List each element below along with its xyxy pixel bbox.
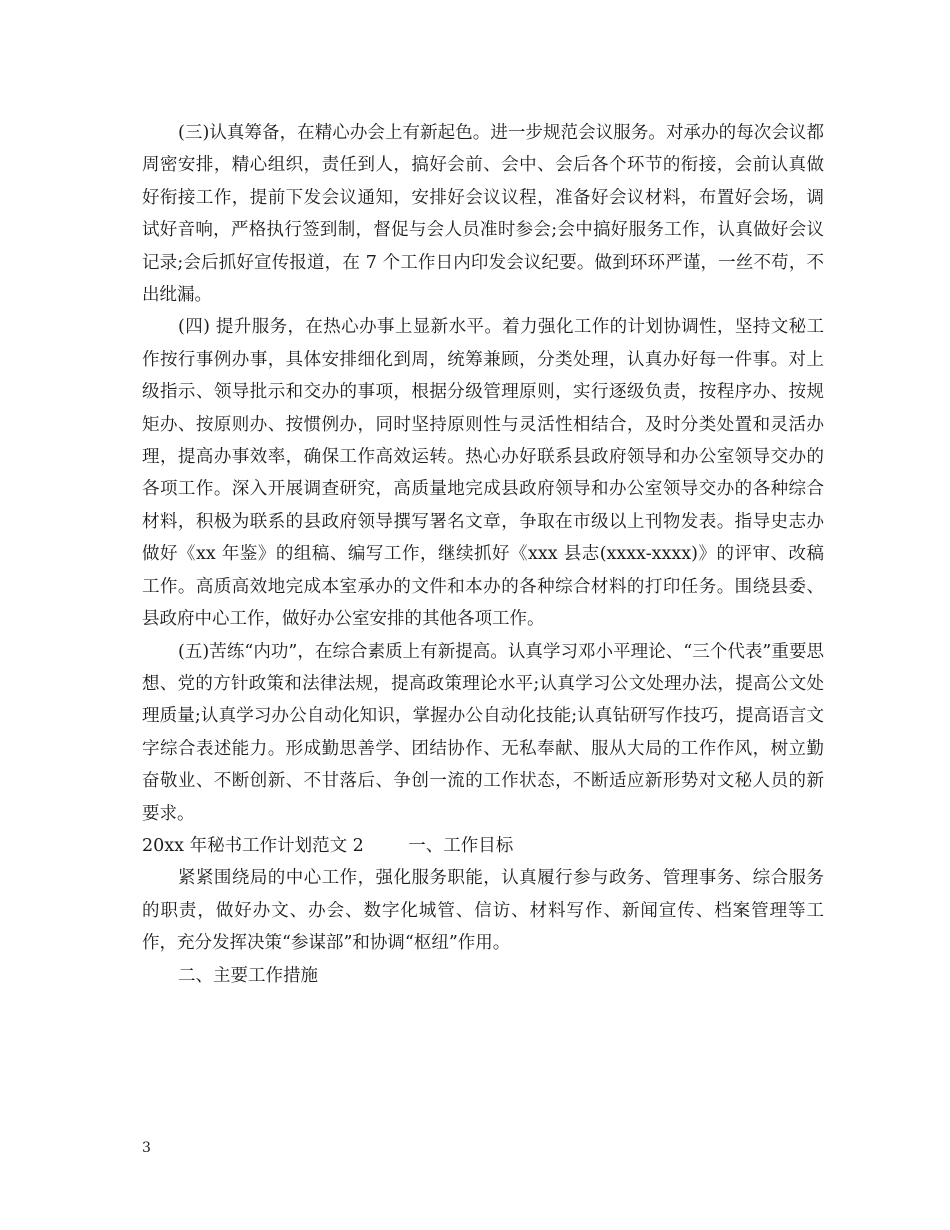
paragraph-section-5: (五)苦练“内功”，在综合素质上有新提高。认真学习邓小平理论、“三个代表”重要思想、党的方针政策和法律法规，提高政策理论水平;认真学习公文处理办法，提高公文处理质量;认真学习办公自动化知识，掌握办公自动化技能;认真钻研写作技巧，提高语言文字综合表述能力。形成勤思善学、团结协作、无私奉献、服从大局的工作作风，树立勤奋敬业、不断创新、不甘落后、争创一流的工作状态，不断适应新形势对文秘人员的新要求。 bbox=[142, 641, 824, 824]
sample-title-line bbox=[142, 830, 824, 862]
section-one-heading: 一、工作目标 bbox=[408, 835, 514, 856]
paragraph-goal: 紧紧围绕局的中心工作，强化服务职能，认真履行参与政务、管理事务、综合服务的职责，做好办文、办会、数字化城管、信访、材料写作、新闻宣传、档案管理等工作，充分发挥决策“参谋部”和协调“枢纽”作用。 bbox=[142, 868, 824, 954]
document-body bbox=[142, 117, 824, 992]
paragraph-section-3: (三)认真筹备，在精心办会上有新起色。进一步规范会议服务。对承办的每次会议都周密安排，精心组织，责任到人，搞好会前、会中、会后各个环节的衔接，会前认真做好衔接工作，提前下发会议通知，安排好会议议程，准备好会议材料，布置好会场，调试好音响，严格执行签到制，督促与会人员准时参会;会中搞好服务工作，认真做好会议记录;会后抓好宣传报道，在 7 个工作日内印发会议纪要。做到环环严谨，一丝不苟，不出纰漏。 bbox=[142, 123, 824, 306]
page-number: 3 bbox=[142, 1140, 151, 1156]
section-two-heading: 二、主要工作措施 bbox=[178, 965, 318, 986]
paragraph-section-4: (四) 提升服务，在热心办事上显新水平。着力强化工作的计划协调性，坚持文秘工作按行事例办事，具体安排细化到周，统筹兼顾，分类处理，认真办好每一件事。对上级指示、领导批示和交办的事项，根据分级管理原则，实行逐级负责，按程序办、按规矩办、按原则办、按惯例办，同时坚持原则性与灵活性相结合，及时分类处置和灵活办理，提高办事效率，确保工作高效运转。热心办好联系县政府领导和办公室领导交办的各项工作。深入开展调查研究，高质量地完成县政府领导和办公室领导交办的各种综合材料，积极为联系的县政府领导撰写署名文章，争取在市级以上刊物发表。指导史志办做好《xx 年鉴》的组稿、编写工作，继续抓好《xxx 县志(xxxx-xxxx)》的评审、改稿工作。高质高效地完成本室承办的文件和本办的各种综合材料的打印任务。围绕县委、县政府中心工作，做好办公室安排的其他各项工作。 bbox=[142, 317, 824, 630]
sample-title: 20xx 年秘书工作计划范文 2 bbox=[142, 835, 364, 856]
